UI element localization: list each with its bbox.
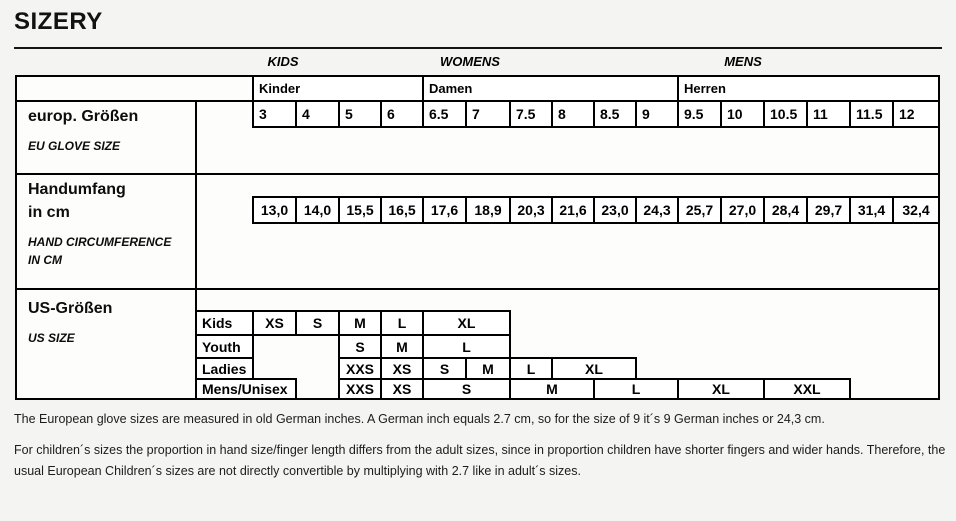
cm-value-cell: 24,3	[635, 196, 679, 224]
cm-value-cell: 18,9	[465, 196, 511, 224]
eu-size-cell: 12	[892, 100, 940, 128]
us-size-cell: L	[422, 334, 511, 359]
us-size-cell: XL	[551, 357, 637, 380]
eu-size-cell: 10	[720, 100, 765, 128]
us-size-cell: M	[465, 357, 511, 380]
row-label-eu-size	[28, 105, 198, 155]
col-header-herren: Herren	[677, 75, 940, 102]
row-label-us-size-en: US SIZE	[28, 331, 75, 345]
cm-value-cell: 28,4	[763, 196, 808, 224]
us-size-cell: L	[509, 357, 553, 380]
eu-size-cell: 3	[252, 100, 297, 128]
us-size-cell: XL	[677, 378, 765, 400]
eu-size-cell: 6.5	[422, 100, 467, 128]
eu-size-cell: 8	[551, 100, 595, 128]
us-row-label: Mens/Unisex	[195, 378, 297, 400]
us-size-cell: XS	[380, 378, 424, 400]
footer-paragraph-1: The European glove sizes are measured in old German inches. A German inch equals 2.7 cm, so for the size of 9 it´s 9 German inches or 24,3 cm.	[14, 412, 825, 426]
cm-value-cell: 31,4	[849, 196, 894, 224]
us-size-cell: XXS	[338, 378, 382, 400]
row-label-hand-circumference	[28, 178, 198, 269]
us-size-cell: M	[509, 378, 595, 400]
row-divider-3	[15, 288, 940, 290]
us-size-cell: XL	[422, 310, 511, 336]
cm-value-cell: 17,6	[422, 196, 467, 224]
cm-value-cell: 25,7	[677, 196, 722, 224]
row-label-hand-circumference-en-2: IN CM	[28, 253, 62, 267]
us-row-label: Youth	[195, 334, 254, 359]
eu-size-cell: 11	[806, 100, 851, 128]
row-label-eu-size-de: europ. Größen	[28, 108, 139, 125]
row-label-us-size-de: US-Größen	[28, 300, 113, 317]
group-header-womens: WOMENS	[440, 54, 500, 69]
eu-size-cell: 7	[465, 100, 511, 128]
us-row-label: Ladies	[195, 357, 254, 380]
eu-size-cell: 7.5	[509, 100, 553, 128]
footer-paragraph-2: For children´s sizes the proportion in hand size/finger length differs from the adult sizes, since in proportion children have shorter fingers and wider hands. Therefore, the usual European Children´s sizes are not directly convertible by multiplying with 2.7 like in adult´s sizes.	[14, 443, 946, 478]
cm-value-cell: 23,0	[593, 196, 637, 224]
eu-size-cell: 11.5	[849, 100, 894, 128]
us-size-cell: S	[338, 334, 382, 359]
size-table	[15, 75, 940, 400]
cm-value-cell: 32,4	[892, 196, 940, 224]
us-size-cell: M	[380, 334, 424, 359]
cm-value-cell: 15,5	[338, 196, 382, 224]
eu-size-cell: 5	[338, 100, 382, 128]
us-size-cell: S	[422, 378, 511, 400]
title-divider	[14, 47, 942, 49]
us-size-cell: S	[295, 310, 340, 336]
eu-size-cell: 4	[295, 100, 340, 128]
eu-size-cell: 9.5	[677, 100, 722, 128]
row-label-eu-size-en: EU GLOVE SIZE	[28, 139, 121, 153]
row-label-us-size	[28, 297, 198, 347]
us-row-label: Kids	[195, 310, 254, 336]
row-divider-2	[15, 173, 940, 175]
cm-value-cell: 29,7	[806, 196, 851, 224]
col-header-kinder: Kinder	[252, 75, 424, 102]
eu-size-cell: 10.5	[763, 100, 808, 128]
cm-value-cell: 20,3	[509, 196, 553, 224]
us-size-cell: S	[422, 357, 467, 380]
eu-size-cell: 9	[635, 100, 679, 128]
us-size-cell: L	[593, 378, 679, 400]
us-size-cell: XS	[380, 357, 424, 380]
eu-size-cell: 6	[380, 100, 424, 128]
us-size-cell: M	[338, 310, 382, 336]
cm-value-cell: 13,0	[252, 196, 297, 224]
col-header-damen: Damen	[422, 75, 679, 102]
group-header-mens: MENS	[724, 54, 762, 69]
us-size-cell: XS	[252, 310, 297, 336]
row-label-hand-circumference-en-1: HAND CIRCUMFERENCE	[28, 235, 172, 249]
us-size-cell: XXL	[763, 378, 851, 400]
cm-value-cell: 16,5	[380, 196, 424, 224]
cm-value-cell: 27,0	[720, 196, 765, 224]
cm-value-cell: 21,6	[551, 196, 595, 224]
cm-value-cell: 14,0	[295, 196, 340, 224]
us-size-cell: L	[380, 310, 424, 336]
group-header-kids: KIDS	[267, 54, 299, 69]
us-size-cell: XXS	[338, 357, 382, 380]
row-label-hand-circumference-de-2: in cm	[28, 204, 70, 221]
row-label-hand-circumference-de-1: Handumfang	[28, 181, 126, 198]
eu-size-cell: 8.5	[593, 100, 637, 128]
page-title: SIZERY	[14, 8, 103, 35]
